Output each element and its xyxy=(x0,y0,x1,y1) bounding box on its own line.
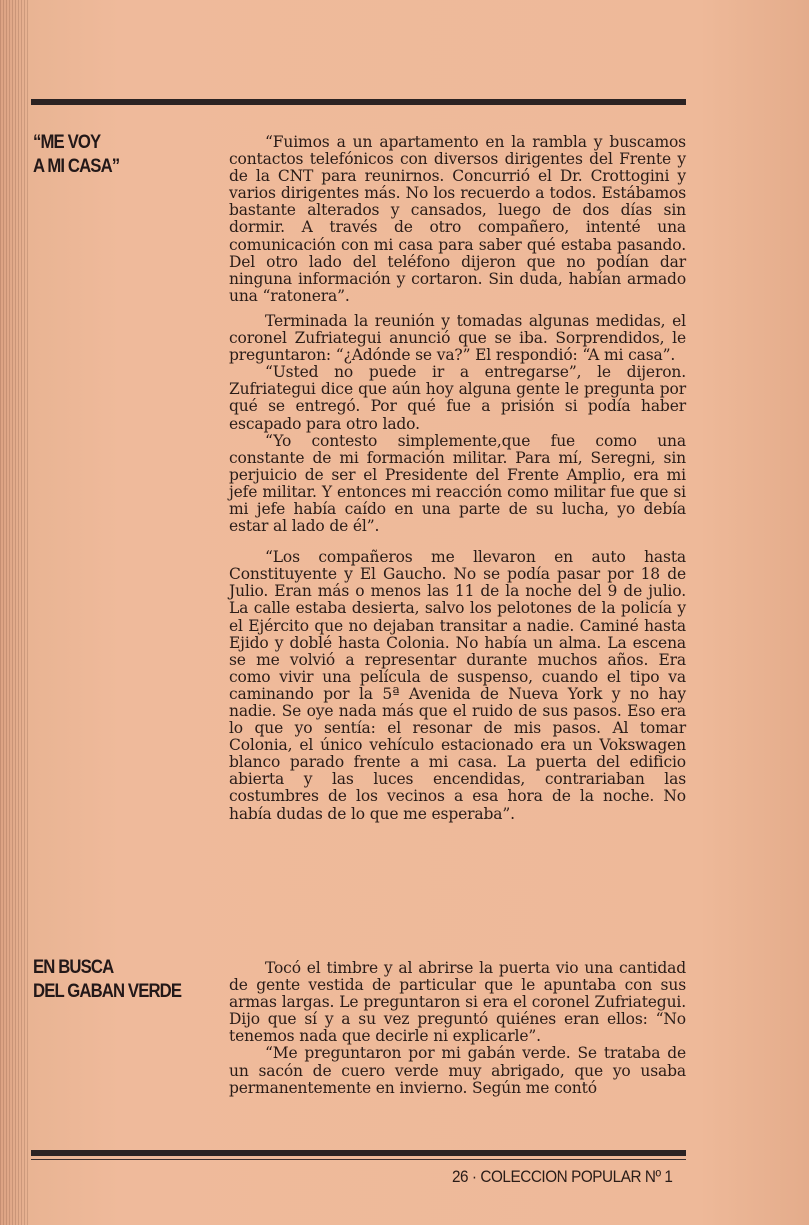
body-paragraph: “Fuimos a un apartamento en la rambla y buscamos contactos telefónicos con diversos dirigentes del Frente y de la CNT para reunirnos. Concurrió el Dr. Crottogini y varios dirigentes más. No los recuerdo a todos. Estábamos bastante alterados y cansados, luego de dos días sin dormir. A través de otro compañero, intenté una comunicación con mi casa para saber qué estaba pasando. Del otro lado del teléfono dijeron que no podían dar ninguna información y cortaron. Sin duda, habían armado una “ratonera”. xyxy=(229,133,686,305)
section-heading-me-voy-a-mi-casa xyxy=(33,131,191,179)
section-body-me-voy-a-mi-casa xyxy=(229,134,686,823)
bottom-rule xyxy=(31,1150,686,1156)
body-paragraph: “Yo contesto simplemente,que fue como una constante de mi formación militar. Para mí, Seregni, sin perjuicio de ser el Presidente del Frente Amplio, era mi jefe militar. Y entonces mi reacción como militar fue que si mi jefe había caído en una parte de su lucha, yo debía estar al lado de él”. xyxy=(229,431,686,536)
body-paragraph: “Usted no puede ir a entregarse”, le dijeron. Zufriategui dice que aún hoy alguna gente le pregunta por qué se entregó. Por qué fue a prisión si podía haber escapado para otro lado. xyxy=(229,363,686,433)
top-rule xyxy=(31,99,686,105)
page-binding-edge xyxy=(0,0,28,1225)
body-paragraph: “Me preguntaron por mi gabán verde. Se trataba de un sacón de cuero verde muy abrigado, que yo usaba permanentemente en invierno. Según me contó xyxy=(229,1044,686,1097)
body-paragraph: Terminada la reunión y tomadas algunas medidas, el coronel Zufriategui anunció que se iba. Sorprendidos, le preguntaron: “¿Adónde se va?” El respondió: “A mi casa”. xyxy=(229,311,686,365)
body-paragraph: Tocó el timbre y al abrirse la puerta vio una cantidad de gente vestida de particular que le apuntaba con sus armas largas. Le preguntaron si era el coronel Zufriategui. Dijo que sí y a su vez preguntó quiénes eran ellos: “No tenemos nada que decirle ni explicarle”. xyxy=(229,959,686,1046)
heading-line: DEL GABAN VERDE xyxy=(33,981,182,1002)
heading-line: A MI CASA” xyxy=(33,156,120,177)
heading-line: EN BUSCA xyxy=(33,957,114,978)
section-body-en-busca-del-gaban-verde xyxy=(229,960,686,1097)
page-footer: 26 · COLECCION POPULAR Nº 1 xyxy=(452,1167,673,1186)
heading-line: “ME VOY xyxy=(33,132,101,153)
section-heading-en-busca-del-gaban-verde xyxy=(33,956,191,1004)
body-paragraph: “Los compañeros me llevaron en auto hasta Constituyente y El Gaucho. No se podía pasar por 18 de Julio. Eran más o menos las 11 de la noche del 9 de julio. La calle estaba desierta, salvo los pelotones de la policía y el Ejército que no dejaban transitar a nadie. Caminé hasta Ejido y doblé hasta Colonia. No había un alma. La escena se me volvió a representar durante muchos años. Era como vivir una película de suspenso, cuando el tipo va caminando por la 5ª Avenida de Nueva York y no hay nadie. Se oye nada más que el ruido de sus pasos. Eso era lo que yo sentía: el resonar de mis pasos. Al tomar Colonia, el único vehículo estacionado era un Vokswagen blanco parado frente a mi casa. La puerta del edificio abierta y las luces encendidas, contrariaban las costumbres de los vecinos a esa hora de la noche. No había dudas de lo que me esperaba”. xyxy=(229,548,686,823)
